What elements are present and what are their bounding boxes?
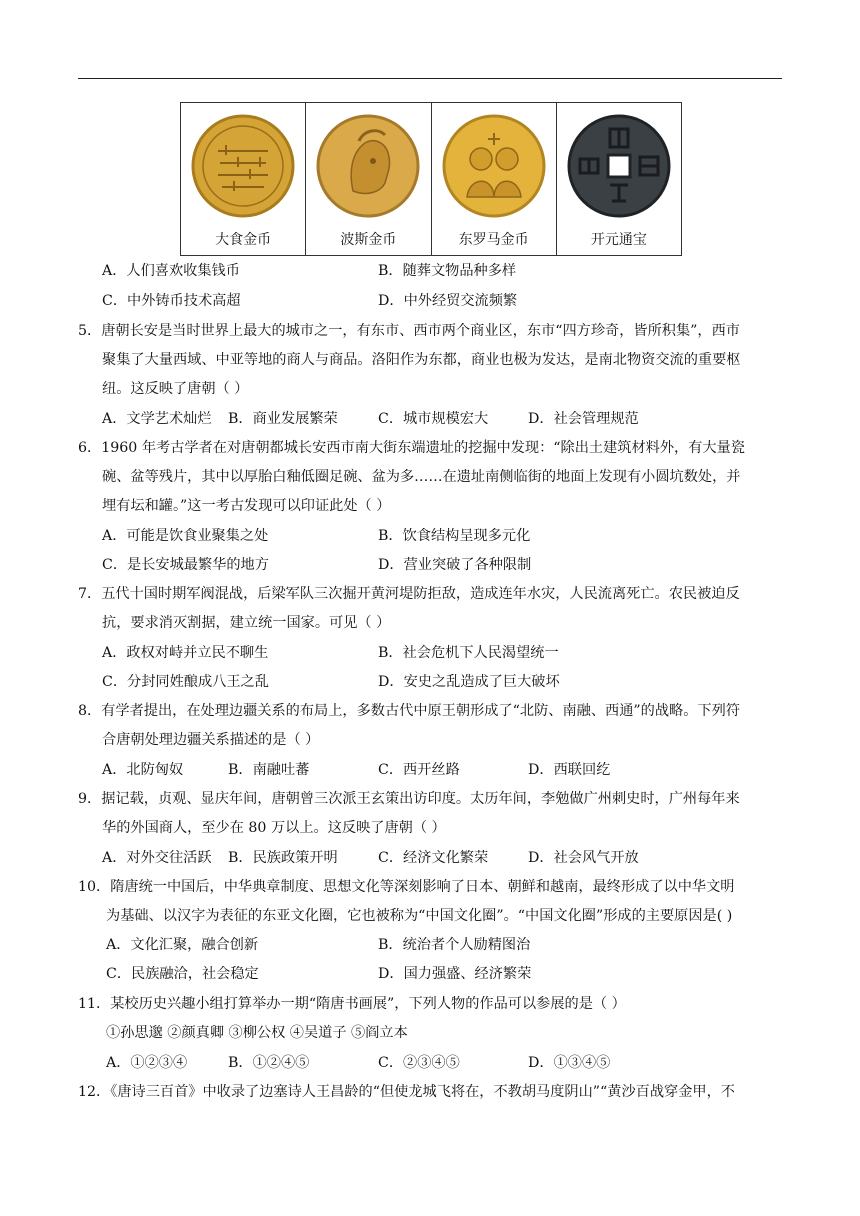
header-rule: [78, 78, 782, 79]
coin-cell-kaiyuan: [557, 103, 681, 255]
q5-stem-line: 5．唐朝长安是当时世界上最大的城市之一，有东市、西市两个商业区，东市“四方珍奇，皆所积集”，西市: [78, 323, 740, 339]
q7-option-a: A．政权对峙并立民不聊生: [102, 645, 269, 661]
coin-cell-bosi: [306, 103, 431, 255]
q10-option-b: B．统治者个人励精图治: [378, 937, 531, 953]
q6-stem-line: 埋有坛和罐。”这一考古发现可以印证此处（ ）: [102, 498, 391, 514]
q9-stem-line: 9．据记载，贞观、显庆年间，唐朝曾三次派王玄策出访印度。太历年间，李勉做广州刺史时，广州每年来: [78, 791, 740, 807]
q6-stem-line: 6．1960 年考古学者在对唐朝都城长安西市南大街东端遗址的挖掘中发现：“除出土建筑材料外，有大量瓷: [78, 440, 745, 456]
q4-option-d: D．中外经贸交流频繁: [378, 293, 518, 309]
coin-label: 波斯金币: [340, 232, 397, 248]
q10-stem-line: 10．隋唐统一中国后，中华典章制度、思想文化等深刻影响了日本、朝鲜和越南，最终形成了以中华文明: [78, 879, 735, 895]
byzantine-gold-coin-icon: [441, 113, 547, 219]
q8-option-d: D．西联回纥: [528, 762, 611, 778]
q8-option-a: A．北防匈奴: [102, 762, 184, 778]
q8-stem-line: 合唐朝处理边疆关系描述的是（ ）: [102, 732, 320, 748]
q4-option-c: C．中外铸币技术高超: [102, 293, 241, 309]
q8-option-b: B．南融吐蕃: [228, 762, 310, 778]
q7-option-c: C．分封同姓酿成八王之乱: [102, 674, 269, 690]
q4-option-a: A．人们喜欢收集钱币: [102, 263, 240, 279]
q5-option-d: D．社会管理规范: [528, 411, 639, 427]
q8-stem-line: 8．有学者提出，在处理边疆关系的布局上，多数古代中原王朝形成了“北防、南融、西通”的战略。下列符: [78, 703, 740, 719]
coin-label: 开元通宝: [590, 232, 647, 248]
coin-cell-dashi: [181, 103, 306, 255]
q9-option-d: D．社会风气开放: [528, 850, 639, 866]
coin-cell-dongluoma: [432, 103, 557, 255]
q9-stem-line: 华的外国商人，至少在 80 万以上。这反映了唐朝（ ）: [102, 820, 446, 836]
q7-stem-line: 抗，要求消灭割据，建立统一国家。可见（ ）: [102, 615, 391, 631]
q6-option-a: A．可能是饮食业聚集之处: [102, 528, 269, 544]
q10-option-d: D．国力强盛、经济繁荣: [378, 966, 532, 982]
q7-option-d: D．安史之乱造成了巨大破坏: [378, 674, 560, 690]
coin-label: 东罗马金币: [458, 232, 529, 248]
coin-table: [180, 102, 682, 256]
q11-items-line: ①孙思邈 ②颜真卿 ③柳公权 ④吴道子 ⑤阎立本: [106, 1025, 408, 1041]
q10-option-c: C．民族融洽，社会稳定: [106, 966, 259, 982]
coin-label: 大食金币: [215, 232, 272, 248]
q9-option-a: A．对外交往活跃: [102, 850, 212, 866]
q4-option-b: B．随葬文物品种多样: [378, 263, 517, 279]
q7-stem-line: 7．五代十国时期军阀混战，后梁军队三次掘开黄河堤防拒敌，造成连年水灾，人民流离死亡。农民被迫反: [78, 586, 740, 602]
q10-option-a: A．文化汇聚，融合创新: [106, 937, 259, 953]
q6-stem-line: 碗、盆等残片，其中以厚胎白釉低圈足碗、盆为多……在遗址南侧临街的地面上发现有小圆坑数处，并: [102, 469, 741, 485]
q9-option-c: C．经济文化繁荣: [378, 850, 489, 866]
q7-option-b: B．社会危机下人民渴望统一: [378, 645, 559, 661]
q10-stem-line: 为基础、以汉字为表征的东亚文化圈，它也被称为“中国文化圈”。“中国文化圈”形成的主要原因是( ): [106, 908, 733, 924]
gold-dinar-coin-icon: [190, 113, 296, 219]
q11-stem-line: 11．某校历史兴趣小组打算举办一期“隋唐书画展”，下列人物的作品可以参展的是（ ）: [78, 996, 626, 1012]
q6-option-b: B．饮食结构呈现多元化: [378, 528, 531, 544]
q11-option-c: C．②③④⑤: [378, 1055, 460, 1071]
q11-option-d: D．①③④⑤: [528, 1055, 611, 1071]
q5-option-c: C．城市规模宏大: [378, 411, 489, 427]
q12-stem-line: 12．《唐诗三百首》中收录了边塞诗人王昌龄的“但使龙城飞将在，不教胡马度阴山”“黄沙百战穿金甲，不: [78, 1084, 735, 1100]
q11-option-a: A．①②③④: [106, 1055, 188, 1071]
q6-option-d: D．营业突破了各种限制: [378, 557, 532, 573]
q5-stem-line: 纽。这反映了唐朝（ ）: [102, 381, 249, 397]
q5-option-b: B．商业发展繁荣: [228, 411, 338, 427]
kaiyuan-tongbao-coin-icon: [566, 113, 672, 219]
q9-option-b: B．民族政策开明: [228, 850, 338, 866]
q8-option-c: C．西开丝路: [378, 762, 460, 778]
persian-gold-coin-icon: [315, 113, 421, 219]
q5-stem-line: 聚集了大量西域、中亚等地的商人与商品。洛阳作为东都，商业也极为发达，是南北物资交流的重要枢: [102, 352, 741, 368]
q11-option-b: B．①②④⑤: [228, 1055, 310, 1071]
q6-option-c: C．是长安城最繁华的地方: [102, 557, 269, 573]
q5-option-a: A．文学艺术灿烂: [102, 411, 212, 427]
